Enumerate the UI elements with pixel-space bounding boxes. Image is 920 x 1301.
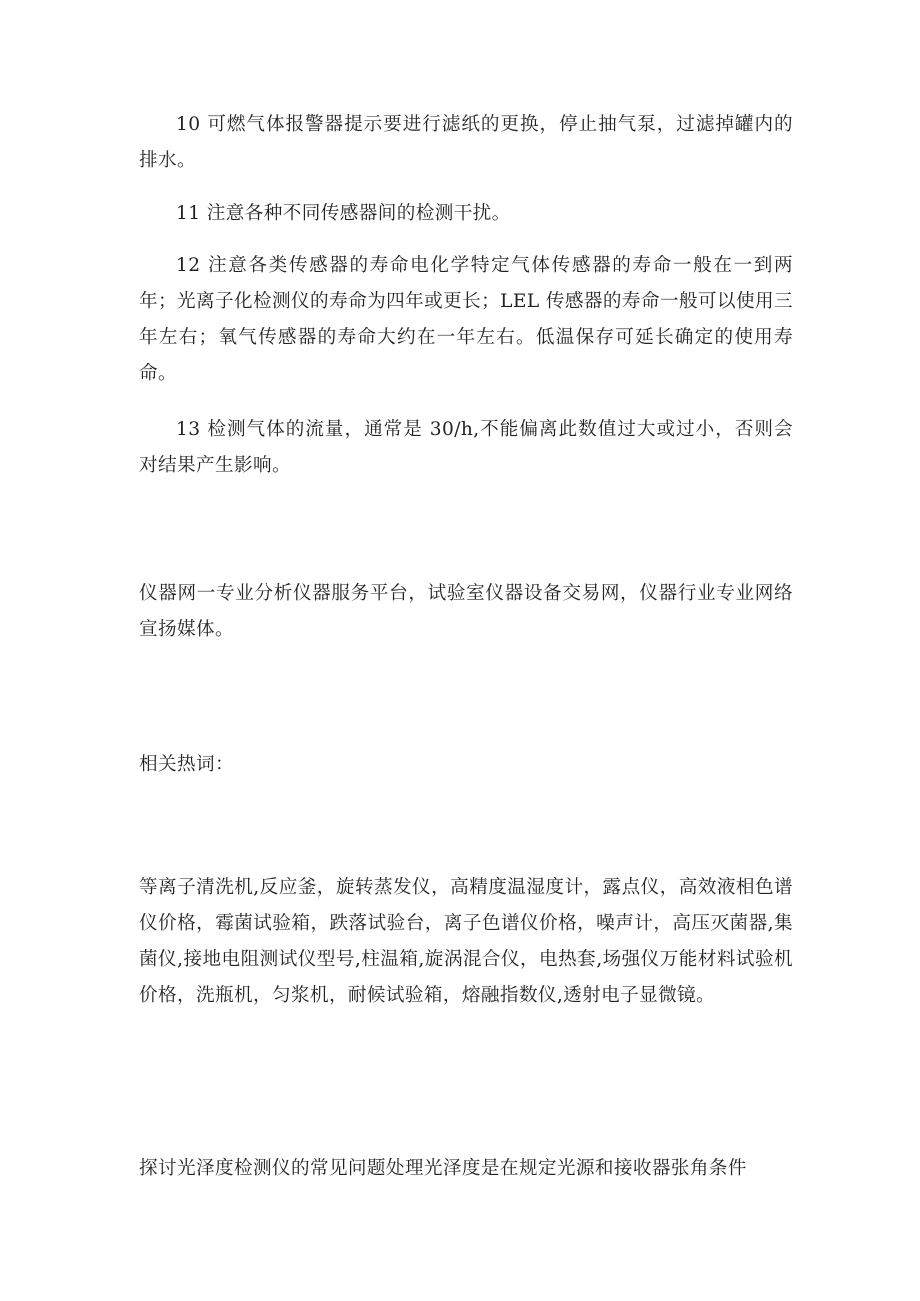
related-keywords-list: 等离子清洗机,反应釜，旋转蒸发仪，高精度温湿度计，露点仪，高效液相色谱仪价格，霉菌试验箱，跌落试验台，离子色谱仪价格，噪声计，高压灭菌器,集菌仪,接地电阻测试仪型号,柱温箱,旋涡混合仪，电热套,场强仪万能材料试验机价格，洗瓶机，匀浆机，耐候试验箱，熔融指数仪,透射电子显微镜。 <box>139 877 793 1006</box>
paragraph-item-12: 12 注意各类传感器的寿命电化学特定气体传感器的寿命一般在一到两年；光离子化检测仪的寿命为四年或更长；LEL 传感器的寿命一般可以使用三年左右；氧气传感器的寿命大约在一年左右。低温保存可延长确定的使用寿命。 <box>139 255 793 384</box>
paragraph-item-10: 10 可燃气体报警器提示要进行滤纸的更换，停止抽气泵，过滤掉罐内的排水。 <box>139 114 793 171</box>
paragraph-item-13: 13 检测气体的流量，通常是 30/h,不能偏离此数值过大或过小，否则会对结果产生影响。 <box>139 419 793 476</box>
article-intro: 探讨光泽度检测仪的常见问题处理光泽度是在规定光源和接收器张角条件 <box>139 1158 747 1179</box>
site-description: 仪器网一专业分析仪器服务平台，试验室仪器设备交易网，仪器行业专业网络宣扬媒体。 <box>139 583 793 640</box>
paragraph-item-11: 11 注意各种不同传感器间的检测干扰。 <box>176 203 511 224</box>
related-keywords-heading: 相关热词： <box>139 754 234 775</box>
